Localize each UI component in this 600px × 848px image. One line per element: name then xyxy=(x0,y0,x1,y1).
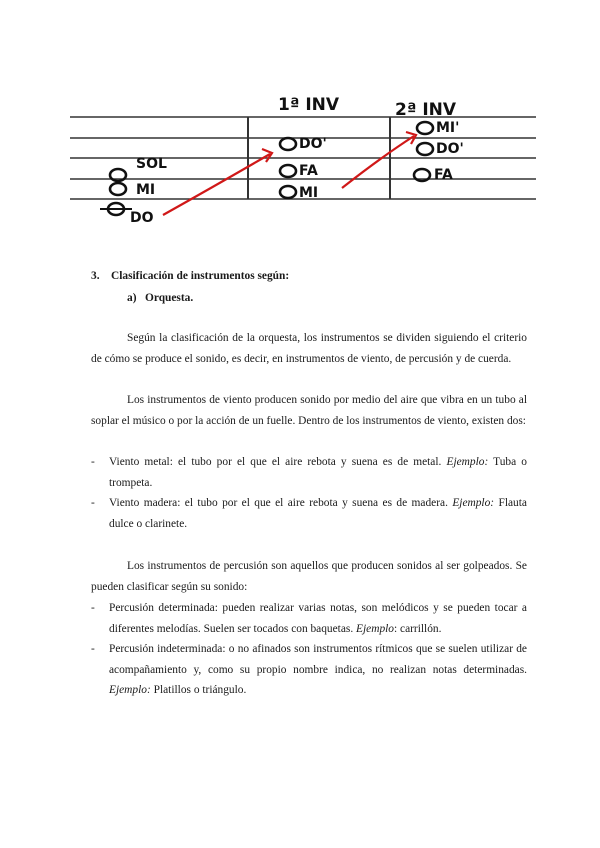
list-item xyxy=(91,493,527,534)
subsection-heading xyxy=(127,288,193,309)
label-fa: FA xyxy=(434,167,453,183)
chord-first-inversion xyxy=(278,95,340,201)
example-label: Ejemplo xyxy=(356,622,395,635)
arrows xyxy=(163,132,416,215)
example-label: Ejemplo: xyxy=(446,456,489,468)
label-do-octave: DO' xyxy=(436,141,464,157)
viento-paragraph xyxy=(91,390,527,431)
list-item xyxy=(91,639,527,701)
title-inv2: 2ª INV xyxy=(395,100,457,120)
label-mi-octave: MI' xyxy=(436,120,460,136)
label-fa: FA xyxy=(299,163,318,179)
example-text: : carrillón. xyxy=(394,622,442,635)
item-text: Viento madera: el tubo por el que el aire rebota y suena es de madera. xyxy=(109,497,448,509)
example-text: Flauta dulce o clarinete. xyxy=(109,497,527,530)
label-do: DO xyxy=(130,210,154,226)
label-do-octave: DO' xyxy=(299,136,327,152)
section-heading xyxy=(91,266,289,287)
intro-paragraph xyxy=(91,328,527,369)
label-mi: MI xyxy=(136,182,156,198)
list-item xyxy=(91,598,527,639)
chord-root xyxy=(100,156,167,226)
example-text: Platillos o triángulo. xyxy=(153,684,247,696)
arrow-to-first-inversion xyxy=(163,154,270,215)
example-text: Tuba o trompeta. xyxy=(109,456,527,489)
note-mi-octave xyxy=(417,122,433,134)
viento-text: Los instrumentos de viento producen sonido por medio del aire que vibra en un tubo al soplar el músico o por la acción de un fuelle. Dentro de los instrumentos de viento, existen dos: xyxy=(91,394,527,427)
staff-drawing xyxy=(70,88,536,228)
note-do-octave xyxy=(280,138,296,150)
section-title: Clasificación de instrumentos según: xyxy=(111,270,290,282)
note-do-octave xyxy=(417,143,433,155)
list-dash: - xyxy=(91,643,95,655)
arrow-to-second-inversion xyxy=(342,136,414,188)
subsection-number: a) xyxy=(127,292,137,304)
example-label: Ejemplo: xyxy=(452,497,495,509)
item-text: Viento metal: el tubo por el que el aire rebota y suena es de metal. xyxy=(109,456,442,468)
item-text: Percusión indeterminada: o no afinados son instrumentos rítmicos que se suelen utilizar de acompañamiento y, como su propio nombre indica, no realizan notas determinadas. xyxy=(109,643,527,676)
title-inv1: 1ª INV xyxy=(278,95,340,115)
list-dash: - xyxy=(91,602,95,614)
example-label: Ejemplo: xyxy=(109,684,151,696)
subsection-title: Orquesta. xyxy=(145,292,194,304)
note-mi xyxy=(280,186,296,198)
percusion-paragraph xyxy=(91,556,527,597)
percusion-list xyxy=(91,598,527,701)
section-number: 3. xyxy=(91,270,100,282)
viento-list xyxy=(91,452,527,534)
list-dash: - xyxy=(91,456,95,468)
item-text: Percusión determinada: pueden realizar varias notas, son melódicos y se pueden tocar a diferentes melodías. Suelen ser tocados con baquetas. xyxy=(109,602,527,635)
note-mi xyxy=(110,183,126,195)
label-sol: SOL xyxy=(136,156,167,172)
list-item xyxy=(91,452,527,493)
percusion-text: Los instrumentos de percusión son aquellos que producen sonidos al ser golpeados. Se pueden clasificar según su sonido: xyxy=(91,560,527,593)
intro-text: Según la clasificación de la orquesta, los instrumentos se dividen siguiendo el criterio de cómo se produce el sonido, es decir, en instrumentos de viento, de percusión y de cuerda. xyxy=(91,332,527,365)
label-mi: MI xyxy=(299,185,319,201)
staff-figure xyxy=(70,88,536,228)
note-fa xyxy=(280,165,296,177)
list-dash: - xyxy=(91,497,95,509)
